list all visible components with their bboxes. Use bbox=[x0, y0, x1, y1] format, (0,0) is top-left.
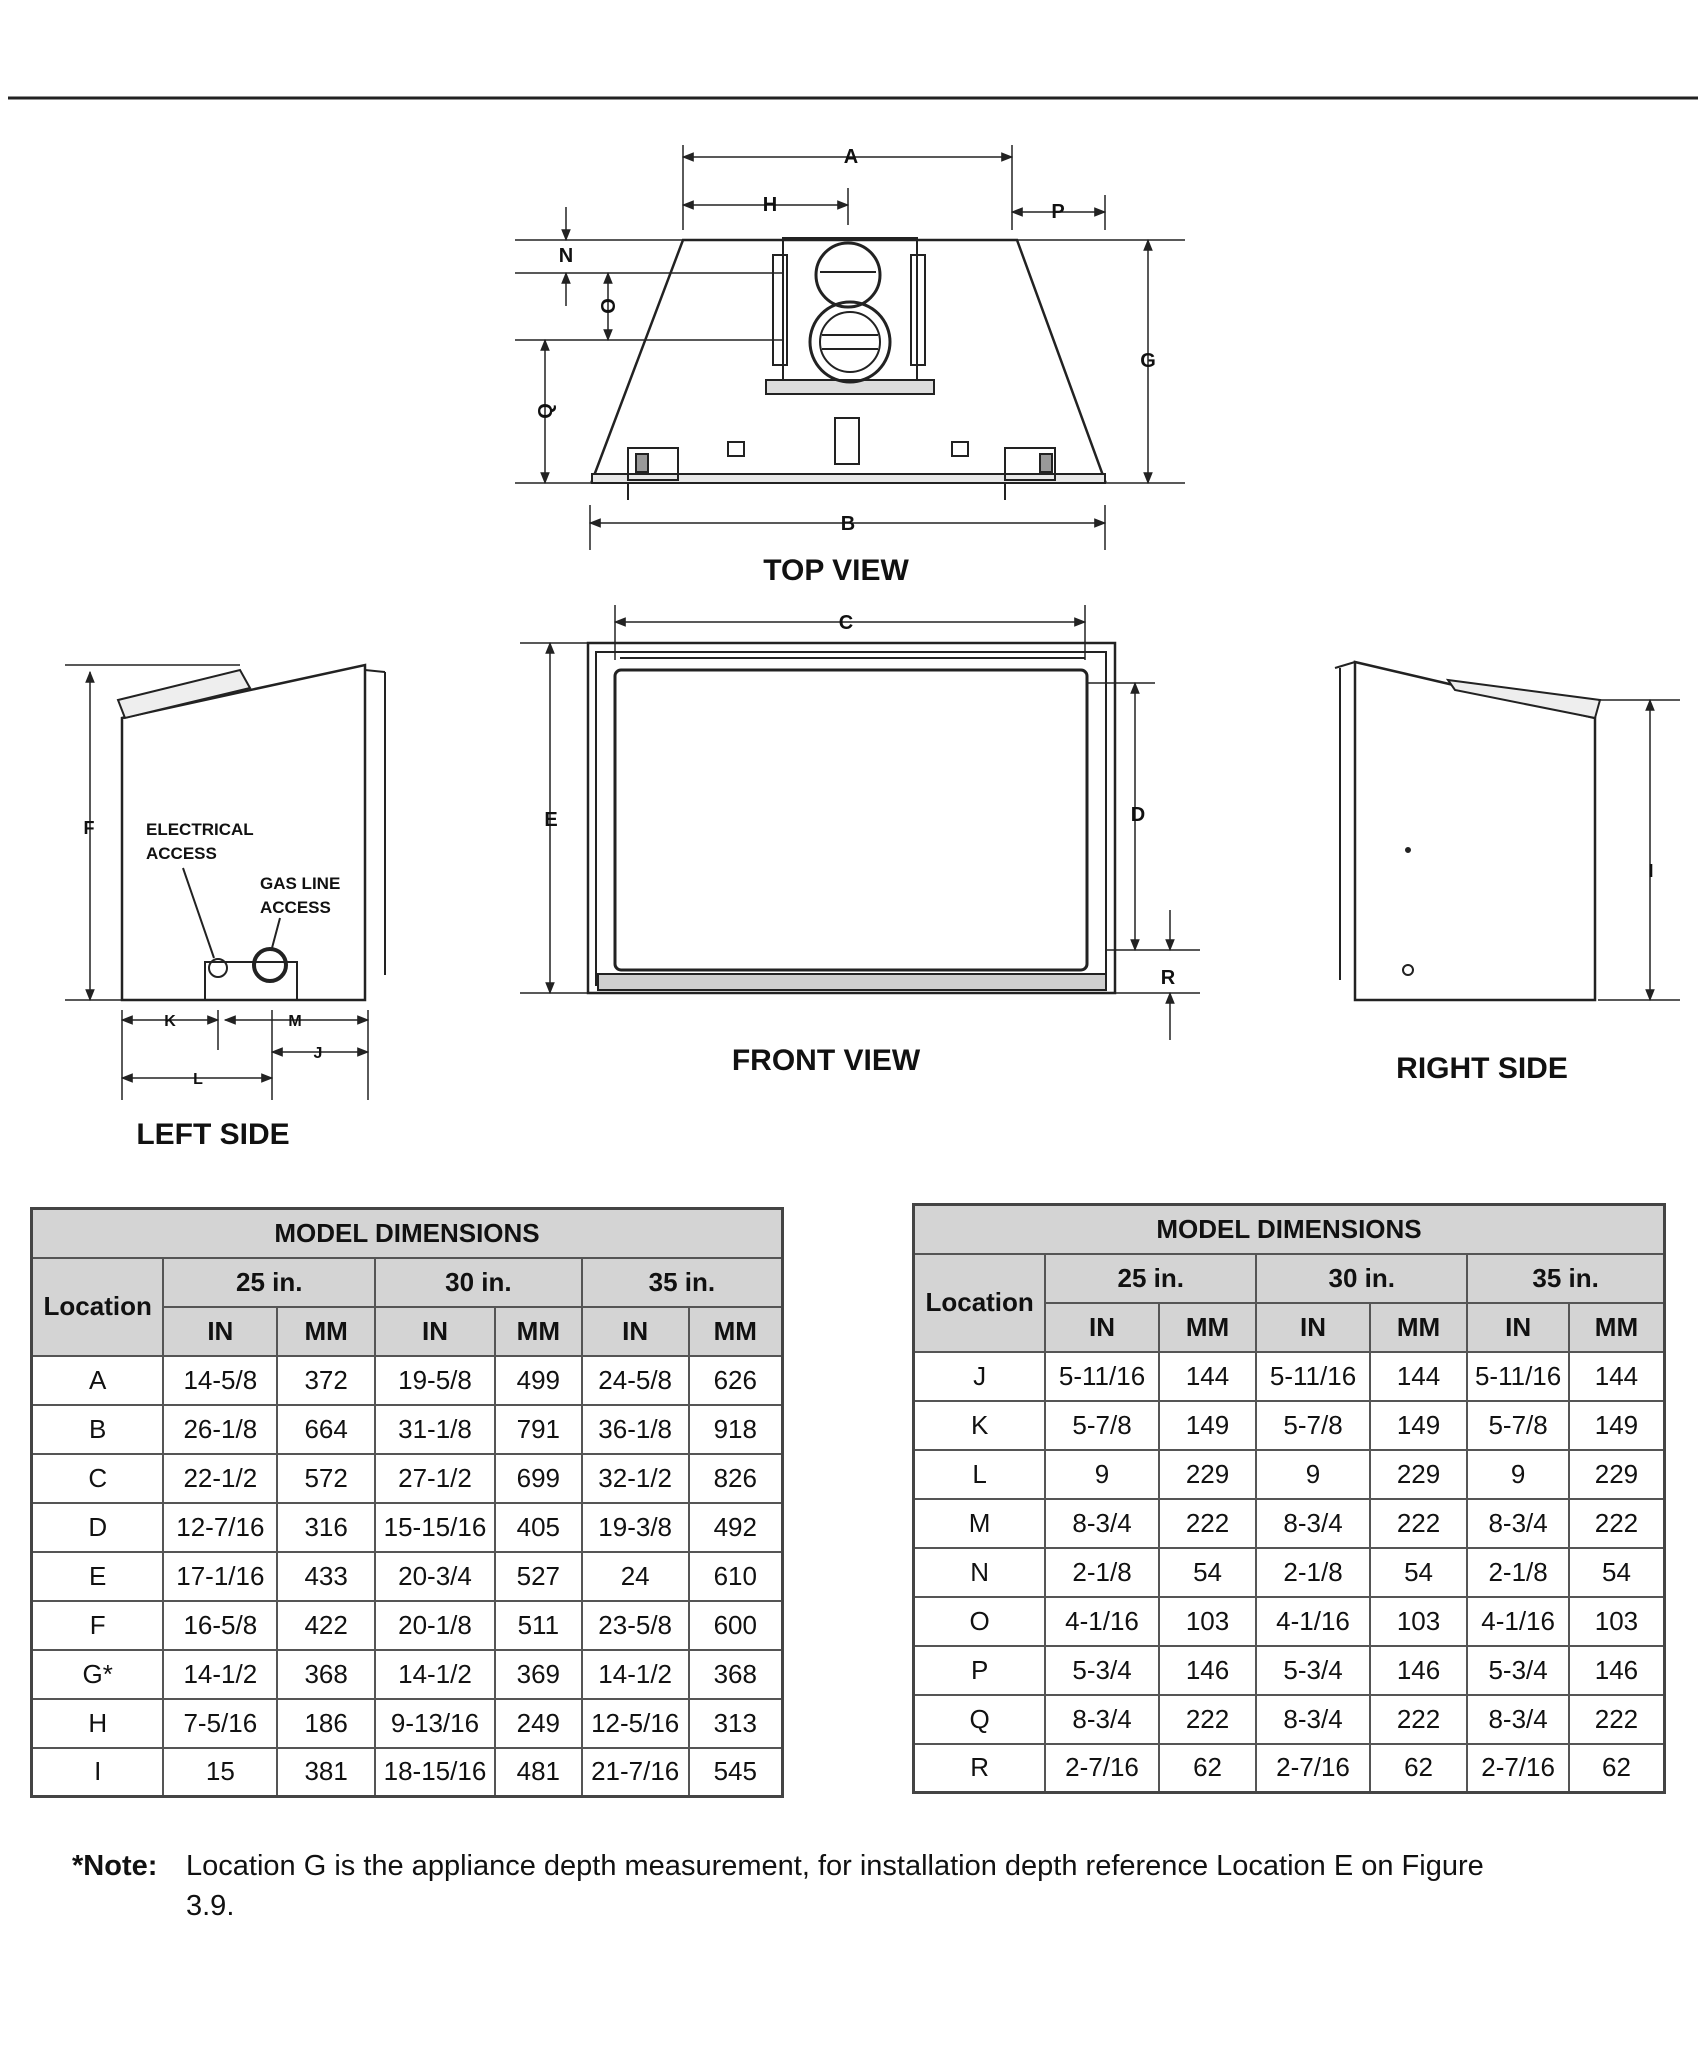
value-cell: 481 bbox=[495, 1748, 582, 1797]
table-row bbox=[914, 1401, 1665, 1450]
value-cell: 229 bbox=[1569, 1450, 1665, 1499]
value-cell: 54 bbox=[1370, 1548, 1467, 1597]
value-cell: 5-3/4 bbox=[1045, 1646, 1159, 1695]
value-cell: 7-5/16 bbox=[163, 1699, 277, 1748]
unit-header: MM bbox=[495, 1307, 582, 1356]
value-cell: 14-1/2 bbox=[375, 1650, 495, 1699]
unit-header: MM bbox=[1569, 1303, 1665, 1352]
value-cell: 527 bbox=[495, 1552, 582, 1601]
value-cell: 15 bbox=[163, 1748, 277, 1797]
unit-header: IN bbox=[1256, 1303, 1370, 1352]
value-cell: 313 bbox=[689, 1699, 783, 1748]
value-cell: 405 bbox=[495, 1503, 582, 1552]
value-cell: 14-5/8 bbox=[163, 1356, 277, 1405]
value-cell: 20-3/4 bbox=[375, 1552, 495, 1601]
value-cell: 4-1/16 bbox=[1045, 1597, 1159, 1646]
value-cell: 9 bbox=[1045, 1450, 1159, 1499]
value-cell: 8-3/4 bbox=[1467, 1695, 1569, 1744]
table-row bbox=[32, 1748, 783, 1797]
value-cell: 22-1/2 bbox=[163, 1454, 277, 1503]
table-row bbox=[914, 1597, 1665, 1646]
value-cell: 16-5/8 bbox=[163, 1601, 277, 1650]
location-cell: G* bbox=[32, 1650, 164, 1699]
value-cell: 8-3/4 bbox=[1256, 1499, 1370, 1548]
value-cell: 26-1/8 bbox=[163, 1405, 277, 1454]
model-dimensions-table-right bbox=[912, 1203, 1666, 1794]
value-cell: 18-15/16 bbox=[375, 1748, 495, 1797]
right-side-title: RIGHT SIDE bbox=[1396, 1052, 1568, 1085]
value-cell: 368 bbox=[277, 1650, 375, 1699]
value-cell: 17-1/16 bbox=[163, 1552, 277, 1601]
model-header: 35 in. bbox=[1467, 1254, 1664, 1303]
dim-label-g: G bbox=[1140, 350, 1156, 372]
value-cell: 5-7/8 bbox=[1045, 1401, 1159, 1450]
value-cell: 146 bbox=[1569, 1646, 1665, 1695]
value-cell: 229 bbox=[1370, 1450, 1467, 1499]
table-row bbox=[914, 1352, 1665, 1401]
table-row bbox=[32, 1650, 783, 1699]
location-cell: Q bbox=[914, 1695, 1046, 1744]
gas-line-access-label: GAS LINE bbox=[260, 874, 341, 893]
gas-line-access-label-2: ACCESS bbox=[260, 898, 331, 917]
value-cell: 62 bbox=[1159, 1744, 1256, 1793]
table-row bbox=[914, 1695, 1665, 1744]
value-cell: 146 bbox=[1370, 1646, 1467, 1695]
value-cell: 511 bbox=[495, 1601, 582, 1650]
location-cell: R bbox=[914, 1744, 1046, 1793]
model-dimensions-table-left bbox=[30, 1207, 784, 1798]
unit-header: MM bbox=[277, 1307, 375, 1356]
value-cell: 23-5/8 bbox=[582, 1601, 689, 1650]
value-cell: 5-3/4 bbox=[1467, 1646, 1569, 1695]
value-cell: 626 bbox=[689, 1356, 783, 1405]
location-cell: N bbox=[914, 1548, 1046, 1597]
location-cell: D bbox=[32, 1503, 164, 1552]
value-cell: 5-11/16 bbox=[1256, 1352, 1370, 1401]
note-text: Location G is the appliance depth measurement, for installation depth reference Location E on Figure 3.9. bbox=[186, 1850, 1484, 1922]
value-cell: 103 bbox=[1569, 1597, 1665, 1646]
table-row bbox=[914, 1646, 1665, 1695]
left-side-title: LEFT SIDE bbox=[136, 1118, 290, 1151]
location-cell: J bbox=[914, 1352, 1046, 1401]
value-cell: 222 bbox=[1569, 1499, 1665, 1548]
location-cell: E bbox=[32, 1552, 164, 1601]
dim-label-b: B bbox=[840, 513, 856, 535]
unit-header: IN bbox=[1045, 1303, 1159, 1352]
value-cell: 610 bbox=[689, 1552, 783, 1601]
table-row bbox=[32, 1405, 783, 1454]
front-view-title: FRONT VIEW bbox=[731, 1044, 921, 1077]
value-cell: 664 bbox=[277, 1405, 375, 1454]
table-row bbox=[914, 1499, 1665, 1548]
value-cell: 222 bbox=[1159, 1695, 1256, 1744]
table-body bbox=[32, 1356, 783, 1797]
value-cell: 826 bbox=[689, 1454, 783, 1503]
value-cell: 222 bbox=[1159, 1499, 1256, 1548]
note-label: *Note: bbox=[72, 1850, 158, 1882]
value-cell: 5-3/4 bbox=[1256, 1646, 1370, 1695]
value-cell: 9 bbox=[1256, 1450, 1370, 1499]
location-cell: B bbox=[32, 1405, 164, 1454]
value-cell: 918 bbox=[689, 1405, 783, 1454]
value-cell: 5-11/16 bbox=[1467, 1352, 1569, 1401]
value-cell: 249 bbox=[495, 1699, 582, 1748]
value-cell: 15-15/16 bbox=[375, 1503, 495, 1552]
dimension-letters bbox=[84, 146, 1654, 1088]
location-header: Location bbox=[32, 1258, 164, 1356]
dim-label-m: M bbox=[288, 1013, 302, 1030]
value-cell: 5-7/8 bbox=[1256, 1401, 1370, 1450]
value-cell: 20-1/8 bbox=[375, 1601, 495, 1650]
model-header: 30 in. bbox=[375, 1258, 582, 1307]
top-view-dimensions bbox=[515, 145, 1185, 550]
value-cell: 149 bbox=[1370, 1401, 1467, 1450]
table-row bbox=[32, 1699, 783, 1748]
value-cell: 372 bbox=[277, 1356, 375, 1405]
value-cell: 19-5/8 bbox=[375, 1356, 495, 1405]
dim-label-o: O bbox=[598, 298, 620, 314]
dim-label-d: D bbox=[1130, 804, 1146, 826]
model-header: 25 in. bbox=[1045, 1254, 1256, 1303]
value-cell: 14-1/2 bbox=[582, 1650, 689, 1699]
dim-label-i: I bbox=[1648, 861, 1654, 881]
value-cell: 24-5/8 bbox=[582, 1356, 689, 1405]
dim-label-l: L bbox=[193, 1071, 203, 1088]
model-header: 35 in. bbox=[582, 1258, 783, 1307]
location-cell: O bbox=[914, 1597, 1046, 1646]
table-row bbox=[32, 1552, 783, 1601]
value-cell: 422 bbox=[277, 1601, 375, 1650]
table-row bbox=[32, 1601, 783, 1650]
value-cell: 492 bbox=[689, 1503, 783, 1552]
table-row bbox=[32, 1356, 783, 1405]
value-cell: 12-5/16 bbox=[582, 1699, 689, 1748]
value-cell: 24 bbox=[582, 1552, 689, 1601]
value-cell: 545 bbox=[689, 1748, 783, 1797]
value-cell: 369 bbox=[495, 1650, 582, 1699]
value-cell: 146 bbox=[1159, 1646, 1256, 1695]
footnote bbox=[72, 1846, 1522, 1926]
value-cell: 14-1/2 bbox=[163, 1650, 277, 1699]
electrical-access-label: ELECTRICAL bbox=[146, 820, 254, 839]
value-cell: 2-1/8 bbox=[1256, 1548, 1370, 1597]
location-cell: K bbox=[914, 1401, 1046, 1450]
value-cell: 222 bbox=[1370, 1695, 1467, 1744]
value-cell: 32-1/2 bbox=[582, 1454, 689, 1503]
electrical-access-label-2: ACCESS bbox=[146, 844, 217, 863]
value-cell: 19-3/8 bbox=[582, 1503, 689, 1552]
value-cell: 149 bbox=[1569, 1401, 1665, 1450]
location-cell: C bbox=[32, 1454, 164, 1503]
unit-header: IN bbox=[163, 1307, 277, 1356]
value-cell: 8-3/4 bbox=[1256, 1695, 1370, 1744]
value-cell: 27-1/2 bbox=[375, 1454, 495, 1503]
value-cell: 144 bbox=[1370, 1352, 1467, 1401]
location-cell: H bbox=[32, 1699, 164, 1748]
value-cell: 222 bbox=[1569, 1695, 1665, 1744]
unit-header: MM bbox=[1370, 1303, 1467, 1352]
value-cell: 433 bbox=[277, 1552, 375, 1601]
unit-header: IN bbox=[1467, 1303, 1569, 1352]
value-cell: 62 bbox=[1569, 1744, 1665, 1793]
value-cell: 21-7/16 bbox=[582, 1748, 689, 1797]
dim-label-q: Q bbox=[535, 403, 557, 419]
right-side-dimensions bbox=[1598, 700, 1680, 1000]
value-cell: 368 bbox=[689, 1650, 783, 1699]
value-cell: 4-1/16 bbox=[1256, 1597, 1370, 1646]
value-cell: 9 bbox=[1467, 1450, 1569, 1499]
top-view-title: TOP VIEW bbox=[763, 554, 909, 587]
value-cell: 5-7/8 bbox=[1467, 1401, 1569, 1450]
location-header: Location bbox=[914, 1254, 1046, 1352]
value-cell: 103 bbox=[1159, 1597, 1256, 1646]
unit-header: MM bbox=[1159, 1303, 1256, 1352]
value-cell: 31-1/8 bbox=[375, 1405, 495, 1454]
model-header: 30 in. bbox=[1256, 1254, 1467, 1303]
location-cell: M bbox=[914, 1499, 1046, 1548]
dim-label-r: R bbox=[1160, 967, 1176, 989]
right-side-view bbox=[1335, 662, 1600, 1000]
value-cell: 2-7/16 bbox=[1467, 1744, 1569, 1793]
value-cell: 2-1/8 bbox=[1467, 1548, 1569, 1597]
value-cell: 499 bbox=[495, 1356, 582, 1405]
location-cell: P bbox=[914, 1646, 1046, 1695]
table-title: MODEL DIMENSIONS bbox=[32, 1209, 783, 1258]
value-cell: 186 bbox=[277, 1699, 375, 1748]
dim-label-e: E bbox=[544, 809, 558, 831]
value-cell: 144 bbox=[1159, 1352, 1256, 1401]
value-cell: 791 bbox=[495, 1405, 582, 1454]
unit-header: IN bbox=[582, 1307, 689, 1356]
value-cell: 229 bbox=[1159, 1450, 1256, 1499]
value-cell: 572 bbox=[277, 1454, 375, 1503]
dim-label-p: P bbox=[1051, 201, 1065, 223]
table-row bbox=[32, 1503, 783, 1552]
value-cell: 2-7/16 bbox=[1256, 1744, 1370, 1793]
value-cell: 144 bbox=[1569, 1352, 1665, 1401]
value-cell: 149 bbox=[1159, 1401, 1256, 1450]
value-cell: 8-3/4 bbox=[1467, 1499, 1569, 1548]
value-cell: 62 bbox=[1370, 1744, 1467, 1793]
value-cell: 2-7/16 bbox=[1045, 1744, 1159, 1793]
dim-label-f: F bbox=[83, 818, 95, 838]
location-cell: I bbox=[32, 1748, 164, 1797]
dim-label-n: N bbox=[558, 245, 574, 267]
location-cell: L bbox=[914, 1450, 1046, 1499]
value-cell: 316 bbox=[277, 1503, 375, 1552]
dim-label-j: J bbox=[313, 1045, 323, 1062]
value-cell: 54 bbox=[1159, 1548, 1256, 1597]
value-cell: 2-1/8 bbox=[1045, 1548, 1159, 1597]
value-cell: 222 bbox=[1370, 1499, 1467, 1548]
unit-header: IN bbox=[375, 1307, 495, 1356]
unit-header: MM bbox=[689, 1307, 783, 1356]
dim-label-h: H bbox=[762, 194, 778, 216]
model-header: 25 in. bbox=[163, 1258, 375, 1307]
table-row bbox=[914, 1744, 1665, 1793]
value-cell: 699 bbox=[495, 1454, 582, 1503]
top-view bbox=[592, 238, 1105, 500]
location-cell: A bbox=[32, 1356, 164, 1405]
value-cell: 12-7/16 bbox=[163, 1503, 277, 1552]
location-cell: F bbox=[32, 1601, 164, 1650]
front-view bbox=[588, 643, 1115, 993]
dim-label-k: K bbox=[164, 1013, 176, 1030]
table-row bbox=[914, 1450, 1665, 1499]
value-cell: 54 bbox=[1569, 1548, 1665, 1597]
value-cell: 36-1/8 bbox=[582, 1405, 689, 1454]
value-cell: 4-1/16 bbox=[1467, 1597, 1569, 1646]
table-title: MODEL DIMENSIONS bbox=[914, 1205, 1665, 1254]
value-cell: 381 bbox=[277, 1748, 375, 1797]
table-row bbox=[32, 1454, 783, 1503]
value-cell: 5-11/16 bbox=[1045, 1352, 1159, 1401]
table-row bbox=[914, 1548, 1665, 1597]
value-cell: 600 bbox=[689, 1601, 783, 1650]
dim-label-a: A bbox=[843, 146, 859, 168]
value-cell: 8-3/4 bbox=[1045, 1499, 1159, 1548]
table-body bbox=[914, 1352, 1665, 1793]
value-cell: 9-13/16 bbox=[375, 1699, 495, 1748]
dim-label-c: C bbox=[838, 612, 854, 634]
value-cell: 103 bbox=[1370, 1597, 1467, 1646]
value-cell: 8-3/4 bbox=[1045, 1695, 1159, 1744]
